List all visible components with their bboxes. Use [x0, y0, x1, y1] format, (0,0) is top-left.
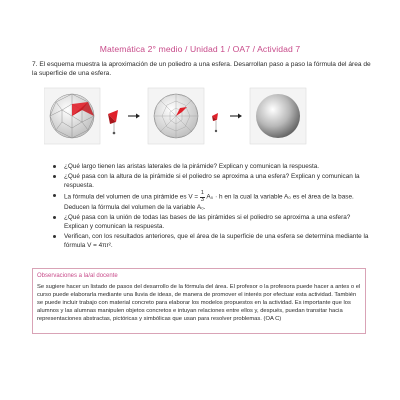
teacher-notes-heading: Observaciones a la/al docente	[37, 273, 118, 279]
list-item: ¿Qué largo tienen las aristas laterales de la pirámide? Explican y comunican la respuesta.	[52, 162, 370, 171]
pyramid-small-icon	[212, 113, 218, 132]
polyhedron-icon	[44, 88, 100, 144]
polyhedron-fine-icon	[148, 88, 204, 144]
fraction: $\frac{1}{3}$	[200, 190, 204, 203]
activity-intro-text: El esquema muestra la aproximación de un poliedro a una esfera. Desarrollan paso a paso la fórmula del área de la superficie de una esfera.	[32, 61, 371, 77]
list-item: Verifican, con los resultados anteriores, que el área de la superficie de una esfera se determina mediante la fórmula V = 4πr².	[52, 232, 370, 250]
teacher-notes-box	[32, 268, 366, 334]
arrow-right-icon	[230, 114, 242, 119]
activity-intro	[32, 60, 372, 78]
pyramid-icon	[108, 110, 118, 134]
polyhedron-sphere-diagram	[44, 86, 344, 148]
list-item: La fórmula del volumen de una pirámide es V = $\frac{1}{3}$ A₀ · h en la cual la variable A₀ es el área de la base. Deducen la fórmula del volumen de la variable A₀.	[52, 191, 370, 212]
teacher-notes-text: Se sugiere hacer un listado de pasos del desarrollo de la fórmula del área. El profesor o la profesora puede hacer a antes o el curso puede elaborarla mediante una lluvia de ideas, de manera de promover el interés por efectuar esta actividad. También se puede incluir trabajo con material concreto para elaborar los modelos propuestos en la actividad. Es importante que los alumnos y las alumnas manipulen objetos concretos e intuyan relaciones entre ellos y, después, puedan transitar hacia representaciones abstractas, pictóricas y simbólicas que usan para resolver problemas. (OA C)	[37, 284, 361, 322]
page-title: Matemática 2° medio / Unidad 1 / OA7 / Actividad 7	[99, 44, 301, 54]
arrow-right-icon	[128, 114, 140, 119]
question-list	[52, 162, 370, 251]
list-item: ¿Qué pasa con la unión de todas las bases de las pirámides si el poliedro se aproxima a una esfera? Explican y comunican la respuesta.	[52, 213, 370, 231]
activity-number: 7.	[32, 61, 38, 68]
list-item: ¿Qué pasa con la altura de la pirámide si el poliedro se aproxima a una esfera? Explican y comunican la respuesta.	[52, 172, 370, 190]
sphere-icon	[250, 88, 306, 144]
